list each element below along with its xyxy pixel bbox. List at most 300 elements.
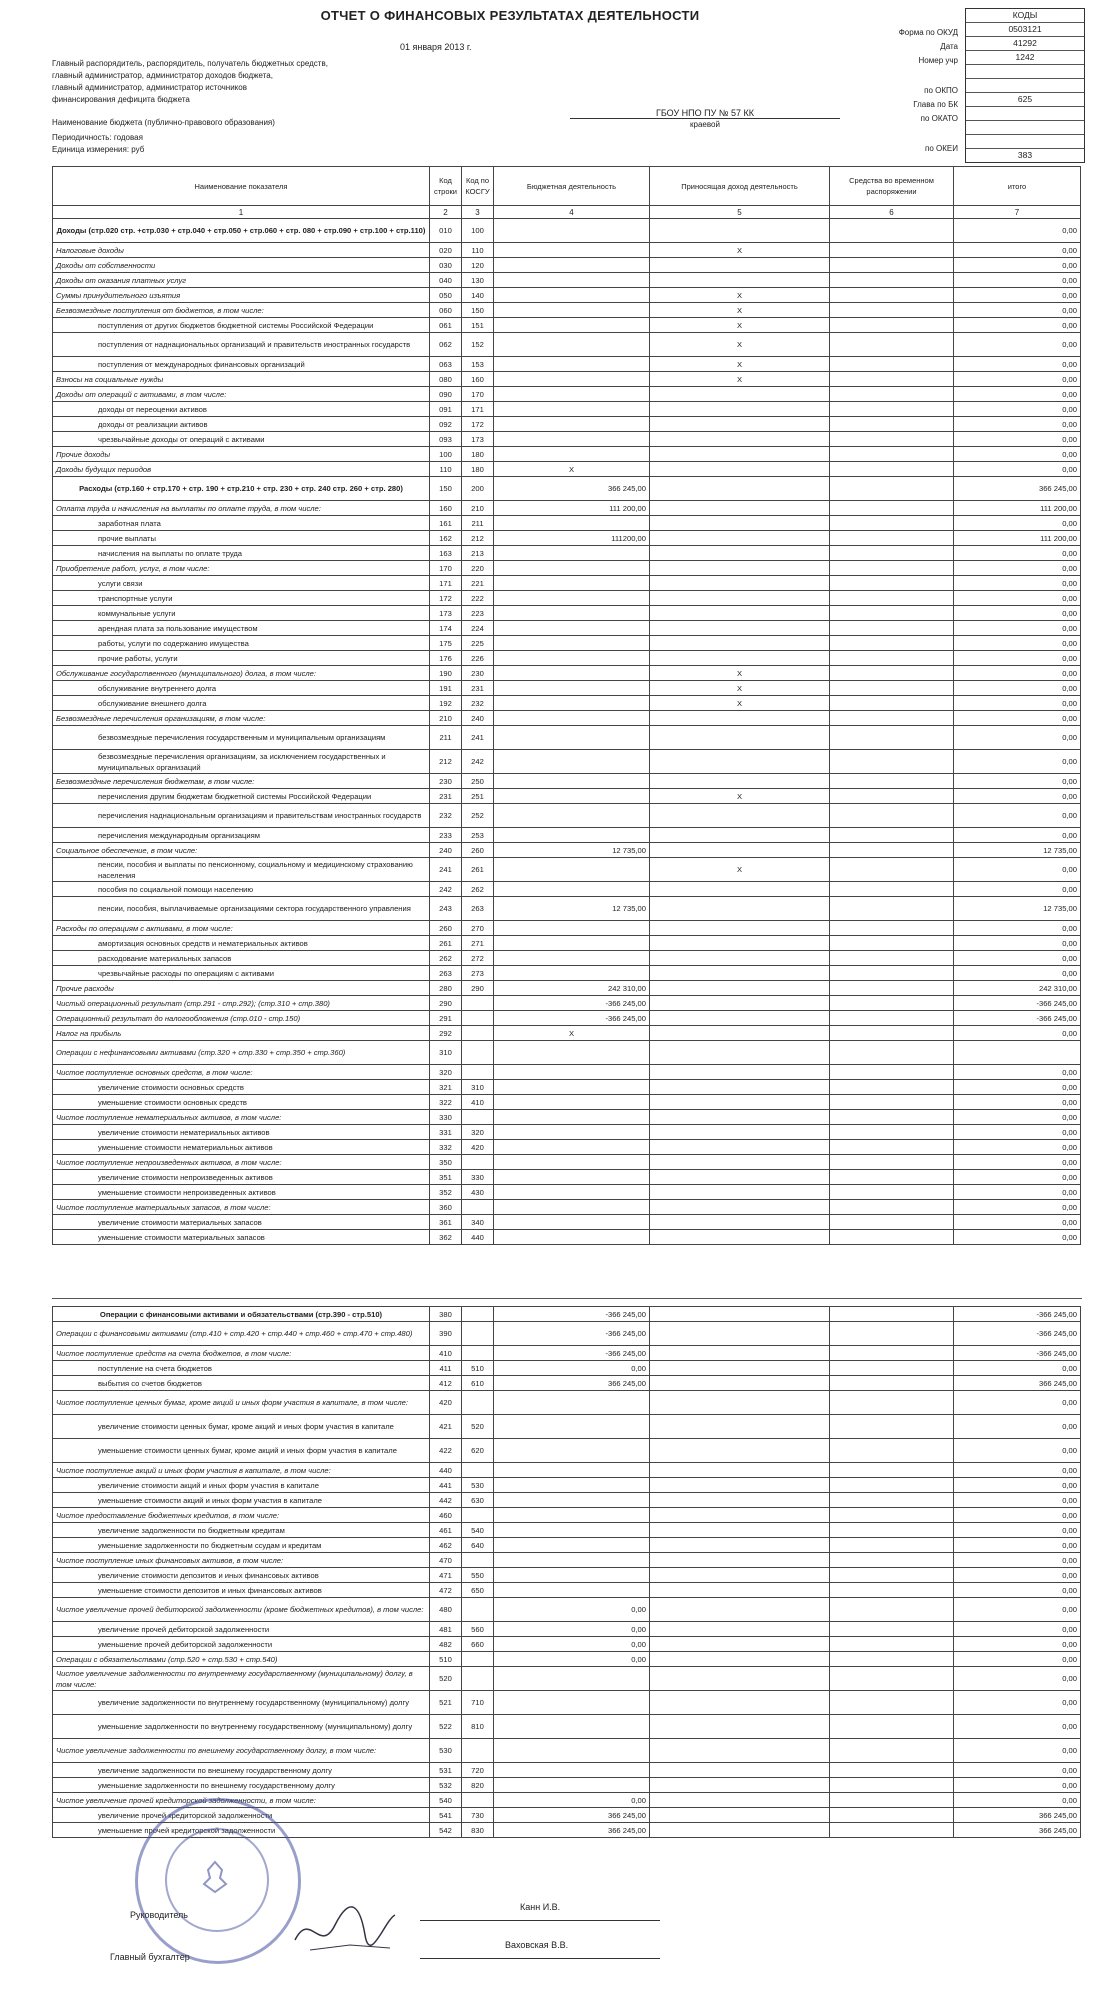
- row-label: Доходы от собственности: [53, 258, 430, 273]
- total-cell: 0,00: [954, 357, 1081, 372]
- kosgu-code: [462, 1652, 494, 1667]
- income-activity-cell: [650, 1322, 830, 1346]
- row-code: 470: [430, 1553, 462, 1568]
- table-row: [53, 333, 1081, 357]
- row-code: 090: [430, 387, 462, 402]
- budget-activity-cell: [494, 576, 650, 591]
- total-cell: 0,00: [954, 1598, 1081, 1622]
- temporary-funds-cell: [830, 462, 954, 477]
- temporary-funds-cell: [830, 804, 954, 828]
- budget-activity-cell: -366 245,00: [494, 1322, 650, 1346]
- total-cell: 0,00: [954, 432, 1081, 447]
- income-activity-cell: [650, 1553, 830, 1568]
- table-row: [53, 1415, 1081, 1439]
- income-activity-cell: [650, 477, 830, 501]
- budget-activity-cell: [494, 711, 650, 726]
- table-header-row: [53, 167, 1081, 206]
- temporary-funds-cell: [830, 1322, 954, 1346]
- row-code: 292: [430, 1026, 462, 1041]
- total-cell: 0,00: [954, 1170, 1081, 1185]
- kosgu-code: 410: [462, 1095, 494, 1110]
- income-activity-cell: [650, 387, 830, 402]
- income-activity-cell: [650, 1041, 830, 1065]
- temporary-funds-cell: [830, 258, 954, 273]
- results-table-part1: [52, 166, 1081, 1245]
- table-row: [53, 666, 1081, 681]
- budget-activity-cell: 0,00: [494, 1793, 650, 1808]
- budget-activity-cell: 366 245,00: [494, 1808, 650, 1823]
- budget-activity-cell: X: [494, 462, 650, 477]
- budget-activity-cell: [494, 546, 650, 561]
- budget-activity-cell: [494, 1080, 650, 1095]
- row-code: 030: [430, 258, 462, 273]
- budget-activity-cell: [494, 1493, 650, 1508]
- row-label: увеличение стоимости основных средств: [53, 1080, 430, 1095]
- kosgu-code: 222: [462, 591, 494, 606]
- budget-activity-cell: [494, 333, 650, 357]
- head-name: Канн И.В.: [520, 1902, 561, 1912]
- kosgu-code: [462, 1553, 494, 1568]
- total-cell: -366 245,00: [954, 1346, 1081, 1361]
- temporary-funds-cell: [830, 966, 954, 981]
- row-code: 361: [430, 1215, 462, 1230]
- temporary-funds-cell: [830, 273, 954, 288]
- kosgu-code: [462, 1307, 494, 1322]
- table-row: [53, 1763, 1081, 1778]
- total-cell: 242 310,00: [954, 981, 1081, 996]
- temporary-funds-cell: [830, 681, 954, 696]
- budget-activity-cell: [494, 357, 650, 372]
- row-label: уменьшение стоимости акций и иных форм участия в капитале: [53, 1493, 430, 1508]
- table-row: [53, 1307, 1081, 1322]
- income-activity-cell: [650, 606, 830, 621]
- table-row: [53, 273, 1081, 288]
- income-activity-cell: [650, 1739, 830, 1763]
- temporary-funds-cell: [830, 636, 954, 651]
- row-label: Чистое поступление иных финансовых активов, в том числе:: [53, 1553, 430, 1568]
- kosgu-code: 720: [462, 1763, 494, 1778]
- kosgu-code: 271: [462, 936, 494, 951]
- table-row: [53, 726, 1081, 750]
- row-code: 091: [430, 402, 462, 417]
- kosgu-code: [462, 1598, 494, 1622]
- total-cell: 0,00: [954, 966, 1081, 981]
- row-code: 410: [430, 1346, 462, 1361]
- row-label: уменьшение задолженности по внутреннему государственному (муниципальному) долгу: [53, 1715, 430, 1739]
- table-row: [53, 828, 1081, 843]
- budget-activity-cell: [494, 1439, 650, 1463]
- row-label: Чистое поступление основных средств, в том числе:: [53, 1065, 430, 1080]
- total-cell: 366 245,00: [954, 1823, 1081, 1838]
- code-value: 41292: [966, 37, 1084, 51]
- kosgu-code: 170: [462, 387, 494, 402]
- total-cell: 366 245,00: [954, 477, 1081, 501]
- temporary-funds-cell: [830, 243, 954, 258]
- row-label: увеличение задолженности по внешнему государственному долгу: [53, 1763, 430, 1778]
- row-code: 540: [430, 1793, 462, 1808]
- table-row: [53, 804, 1081, 828]
- total-cell: 0,00: [954, 1361, 1081, 1376]
- budget-activity-cell: [494, 288, 650, 303]
- kosgu-code: 650: [462, 1583, 494, 1598]
- table-row: [53, 951, 1081, 966]
- temporary-funds-cell: [830, 1493, 954, 1508]
- row-label: уменьшение стоимости ценных бумаг, кроме акций и иных форм участия в капитале: [53, 1439, 430, 1463]
- total-cell: 0,00: [954, 1778, 1081, 1793]
- kosgu-code: 510: [462, 1361, 494, 1376]
- total-cell: [954, 1041, 1081, 1065]
- row-code: 100: [430, 447, 462, 462]
- income-activity-cell: [650, 1346, 830, 1361]
- temporary-funds-cell: [830, 774, 954, 789]
- temporary-funds-cell: [830, 318, 954, 333]
- row-label: пенсии, пособия и выплаты по пенсионному, социальному и медицинскому страхованию населения: [53, 858, 430, 882]
- kosgu-code: [462, 1026, 494, 1041]
- budget-activity-cell: [494, 1140, 650, 1155]
- row-code: 482: [430, 1637, 462, 1652]
- row-code: 332: [430, 1140, 462, 1155]
- code-label: Номер учр: [918, 56, 958, 65]
- temporary-funds-cell: [830, 1346, 954, 1361]
- income-activity-cell: [650, 1415, 830, 1439]
- row-label: поступления от наднациональных организаций и правительств иностранных государств: [53, 333, 430, 357]
- row-code: 243: [430, 897, 462, 921]
- table-row: [53, 477, 1081, 501]
- kosgu-code: 110: [462, 243, 494, 258]
- row-label: арендная плата за пользование имуществом: [53, 621, 430, 636]
- total-cell: 0,00: [954, 1667, 1081, 1691]
- income-activity-cell: [650, 1170, 830, 1185]
- total-cell: 0,00: [954, 1215, 1081, 1230]
- row-label: безвозмездные перечисления организациям, за исключением государственных и муниципальных организаций: [53, 750, 430, 774]
- table-row: [53, 696, 1081, 711]
- table-row: [53, 966, 1081, 981]
- total-cell: 0,00: [954, 1553, 1081, 1568]
- total-cell: 0,00: [954, 726, 1081, 750]
- budget-activity-cell: [494, 1691, 650, 1715]
- row-code: 291: [430, 1011, 462, 1026]
- temporary-funds-cell: [830, 981, 954, 996]
- kosgu-code: 630: [462, 1493, 494, 1508]
- temporary-funds-cell: [830, 711, 954, 726]
- row-code: 442: [430, 1493, 462, 1508]
- row-code: 380: [430, 1307, 462, 1322]
- income-activity-cell: [650, 432, 830, 447]
- total-cell: 366 245,00: [954, 1808, 1081, 1823]
- row-code: 191: [430, 681, 462, 696]
- budget-activity-cell: [494, 432, 650, 447]
- budget-activity-cell: [494, 1095, 650, 1110]
- total-cell: 0,00: [954, 1463, 1081, 1478]
- income-activity-cell: [650, 1808, 830, 1823]
- temporary-funds-cell: [830, 1026, 954, 1041]
- income-activity-cell: [650, 897, 830, 921]
- total-cell: 0,00: [954, 858, 1081, 882]
- kosgu-code: 270: [462, 921, 494, 936]
- budget-activity-cell: [494, 591, 650, 606]
- row-label: обслуживание внешнего долга: [53, 696, 430, 711]
- row-code: 175: [430, 636, 462, 651]
- table-row: [53, 1652, 1081, 1667]
- report-title: ОТЧЕТ О ФИНАНСОВЫХ РЕЗУЛЬТАТАХ ДЕЯТЕЛЬНОСТИ: [320, 8, 700, 23]
- total-cell: 0,00: [954, 387, 1081, 402]
- total-cell: 0,00: [954, 318, 1081, 333]
- row-label: Операции с обязательствами (стр.520 + стр.530 + стр.540): [53, 1652, 430, 1667]
- income-activity-cell: [650, 1391, 830, 1415]
- budget-activity-cell: 0,00: [494, 1637, 650, 1652]
- table-row: [53, 651, 1081, 666]
- total-cell: 0,00: [954, 882, 1081, 897]
- kosgu-code: 290: [462, 981, 494, 996]
- row-code: 360: [430, 1200, 462, 1215]
- temporary-funds-cell: [830, 1155, 954, 1170]
- temporary-funds-cell: [830, 591, 954, 606]
- row-code: 481: [430, 1622, 462, 1637]
- income-activity-cell: [650, 219, 830, 243]
- total-cell: 0,00: [954, 372, 1081, 387]
- total-cell: 0,00: [954, 828, 1081, 843]
- income-activity-cell: [650, 1763, 830, 1778]
- row-label: Взносы на социальные нужды: [53, 372, 430, 387]
- temporary-funds-cell: [830, 1583, 954, 1598]
- budget-activity-cell: [494, 1715, 650, 1739]
- temporary-funds-cell: [830, 1415, 954, 1439]
- kosgu-code: 173: [462, 432, 494, 447]
- table-row: [53, 1026, 1081, 1041]
- row-code: 211: [430, 726, 462, 750]
- row-label: начисления на выплаты по оплате труда: [53, 546, 430, 561]
- table-row: [53, 897, 1081, 921]
- head-signature-line: [420, 1920, 660, 1921]
- row-label: чрезвычайные доходы от операций с активами: [53, 432, 430, 447]
- income-activity-cell: X: [650, 357, 830, 372]
- row-code: 210: [430, 711, 462, 726]
- kosgu-code: 560: [462, 1622, 494, 1637]
- codes-box: [965, 8, 1085, 163]
- accountant-signature-label: Главный бухгалтер: [110, 1952, 190, 1962]
- code-label: по ОКПО: [924, 86, 958, 95]
- row-code: 352: [430, 1185, 462, 1200]
- table-row: [53, 1200, 1081, 1215]
- row-label: Операции с нефинансовыми активами (стр.320 + стр.330 + стр.350 + стр.360): [53, 1041, 430, 1065]
- col-number: 6: [830, 206, 954, 219]
- kosgu-code: 820: [462, 1778, 494, 1793]
- income-activity-cell: [650, 546, 830, 561]
- kosgu-code: 310: [462, 1080, 494, 1095]
- row-code: 061: [430, 318, 462, 333]
- kosgu-code: 210: [462, 501, 494, 516]
- row-label: транспортные услуги: [53, 591, 430, 606]
- row-label: доходы от переоценки активов: [53, 402, 430, 417]
- budget-activity-cell: [494, 1041, 650, 1065]
- kosgu-code: 830: [462, 1823, 494, 1838]
- row-code: 322: [430, 1095, 462, 1110]
- row-code: 241: [430, 858, 462, 882]
- table-row: [53, 1185, 1081, 1200]
- table-row: [53, 219, 1081, 243]
- header-line: Периодичность: годовая: [52, 133, 143, 142]
- temporary-funds-cell: [830, 387, 954, 402]
- total-cell: 0,00: [954, 651, 1081, 666]
- total-cell: 0,00: [954, 1523, 1081, 1538]
- income-activity-cell: [650, 1652, 830, 1667]
- row-code: 060: [430, 303, 462, 318]
- temporary-funds-cell: [830, 477, 954, 501]
- row-code: 320: [430, 1065, 462, 1080]
- table-row: [53, 462, 1081, 477]
- table-row: [53, 1598, 1081, 1622]
- total-cell: -366 245,00: [954, 1307, 1081, 1322]
- budget-activity-cell: 366 245,00: [494, 477, 650, 501]
- kosgu-code: 172: [462, 417, 494, 432]
- total-cell: 0,00: [954, 1793, 1081, 1808]
- income-activity-cell: [650, 1667, 830, 1691]
- row-code: 174: [430, 621, 462, 636]
- row-code: 531: [430, 1763, 462, 1778]
- budget-activity-cell: [494, 1185, 650, 1200]
- table-row: [53, 1553, 1081, 1568]
- temporary-funds-cell: [830, 936, 954, 951]
- income-activity-cell: [650, 1095, 830, 1110]
- table-row: [53, 372, 1081, 387]
- total-cell: 12 735,00: [954, 897, 1081, 921]
- row-label: Доходы от операций с активами, в том числе:: [53, 387, 430, 402]
- income-activity-cell: [650, 1568, 830, 1583]
- temporary-funds-cell: [830, 951, 954, 966]
- income-activity-cell: [650, 1493, 830, 1508]
- total-cell: 0,00: [954, 1508, 1081, 1523]
- table-row: [53, 1230, 1081, 1245]
- row-label: Чистое поступление средств на счета бюджетов, в том числе:: [53, 1346, 430, 1361]
- income-activity-cell: [650, 1155, 830, 1170]
- total-cell: 0,00: [954, 1185, 1081, 1200]
- row-label: уменьшение прочей дебиторской задолженности: [53, 1637, 430, 1652]
- row-label: Чистое увеличение прочей дебиторской задолженности (кроме бюджетных кредитов), в том числе:: [53, 1598, 430, 1622]
- table-row: [53, 576, 1081, 591]
- income-activity-cell: [650, 726, 830, 750]
- temporary-funds-cell: [830, 1200, 954, 1215]
- row-code: 331: [430, 1125, 462, 1140]
- kosgu-code: [462, 1322, 494, 1346]
- table-row: [53, 417, 1081, 432]
- income-activity-cell: [650, 750, 830, 774]
- row-label: заработная плата: [53, 516, 430, 531]
- temporary-funds-cell: [830, 402, 954, 417]
- row-code: 233: [430, 828, 462, 843]
- row-code: 532: [430, 1778, 462, 1793]
- row-label: Чистое поступление нематериальных активов, в том числе:: [53, 1110, 430, 1125]
- income-activity-cell: [650, 591, 830, 606]
- temporary-funds-cell: [830, 1065, 954, 1080]
- code-value: [966, 121, 1084, 135]
- row-label: работы, услуги по содержанию имущества: [53, 636, 430, 651]
- temporary-funds-cell: [830, 1715, 954, 1739]
- header-line: Единица измерения: руб: [52, 145, 145, 154]
- temporary-funds-cell: [830, 1185, 954, 1200]
- row-label: коммунальные услуги: [53, 606, 430, 621]
- row-code: 162: [430, 531, 462, 546]
- row-label: Суммы принудительного изъятия: [53, 288, 430, 303]
- kosgu-code: [462, 996, 494, 1011]
- budget-activity-cell: [494, 387, 650, 402]
- row-code: 173: [430, 606, 462, 621]
- row-code: 050: [430, 288, 462, 303]
- budget-activity-cell: [494, 417, 650, 432]
- table-row: [53, 1667, 1081, 1691]
- temporary-funds-cell: [830, 372, 954, 387]
- kosgu-code: 180: [462, 462, 494, 477]
- total-cell: 0,00: [954, 288, 1081, 303]
- code-value: 383: [1017, 150, 1033, 160]
- budget-activity-cell: 111200,00: [494, 531, 650, 546]
- kosgu-code: 224: [462, 621, 494, 636]
- table-row: [53, 936, 1081, 951]
- temporary-funds-cell: [830, 432, 954, 447]
- table-row: [53, 1065, 1081, 1080]
- row-code: 411: [430, 1361, 462, 1376]
- temporary-funds-cell: [830, 843, 954, 858]
- total-cell: 0,00: [954, 273, 1081, 288]
- table-row: [53, 1439, 1081, 1463]
- kosgu-code: [462, 1508, 494, 1523]
- temporary-funds-cell: [830, 303, 954, 318]
- income-activity-cell: [650, 1478, 830, 1493]
- temporary-funds-cell: [830, 417, 954, 432]
- row-label: Доходы (стр.020 стр. +стр.030 + стр.040 + стр.050 + стр.060 + стр. 080 + стр.090 + стр.100 + стр.110): [53, 219, 430, 243]
- row-label: увеличение задолженности по внутреннему государственному (муниципальному) долгу: [53, 1691, 430, 1715]
- temporary-funds-cell: [830, 447, 954, 462]
- table-row: [53, 561, 1081, 576]
- budget-activity-cell: [494, 402, 650, 417]
- kosgu-code: 430: [462, 1185, 494, 1200]
- kosgu-code: 330: [462, 1170, 494, 1185]
- total-cell: -366 245,00: [954, 1322, 1081, 1346]
- row-label: Доходы будущих периодов: [53, 462, 430, 477]
- income-activity-cell: X: [650, 303, 830, 318]
- income-activity-cell: [650, 1778, 830, 1793]
- temporary-funds-cell: [830, 1041, 954, 1065]
- row-code: 290: [430, 996, 462, 1011]
- total-cell: 0,00: [954, 417, 1081, 432]
- income-activity-cell: [650, 981, 830, 996]
- table-row: [53, 774, 1081, 789]
- total-cell: 0,00: [954, 1763, 1081, 1778]
- temporary-funds-cell: [830, 1478, 954, 1493]
- row-label: чрезвычайные расходы по операциям с активами: [53, 966, 430, 981]
- table-row: [53, 1322, 1081, 1346]
- table-row: [53, 921, 1081, 936]
- income-activity-cell: [650, 951, 830, 966]
- temporary-funds-cell: [830, 561, 954, 576]
- temporary-funds-cell: [830, 1125, 954, 1140]
- row-code: 390: [430, 1322, 462, 1346]
- income-activity-cell: [650, 561, 830, 576]
- col-number: 1: [53, 206, 430, 219]
- code-label: по ОКЕИ: [925, 144, 958, 153]
- income-activity-cell: X: [650, 333, 830, 357]
- total-cell: 0,00: [954, 711, 1081, 726]
- kosgu-code: 550: [462, 1568, 494, 1583]
- row-code: 240: [430, 843, 462, 858]
- temporary-funds-cell: [830, 1637, 954, 1652]
- row-label: Чистое поступление материальных запасов, в том числе:: [53, 1200, 430, 1215]
- code-value: [966, 135, 1084, 149]
- total-cell: 12 735,00: [954, 843, 1081, 858]
- income-activity-cell: X: [650, 789, 830, 804]
- kosgu-code: [462, 1667, 494, 1691]
- total-cell: 0,00: [954, 1415, 1081, 1439]
- row-label: Социальное обеспечение, в том числе:: [53, 843, 430, 858]
